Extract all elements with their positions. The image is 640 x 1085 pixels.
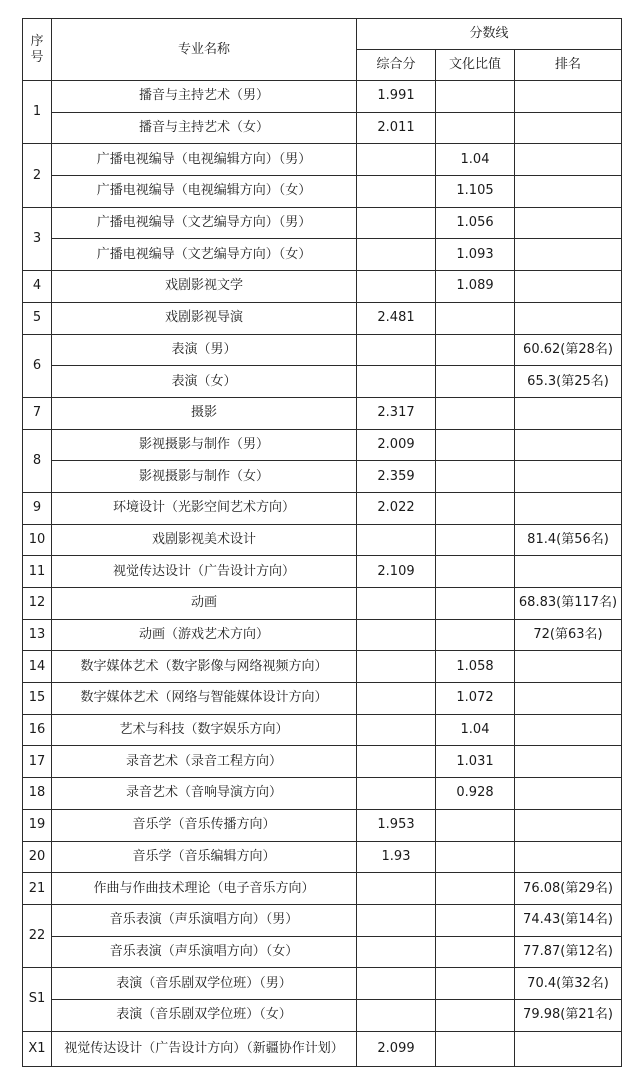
row-composite-score (357, 334, 436, 366)
table-row (23, 778, 622, 810)
row-seq: 17 (23, 746, 52, 778)
row-composite-score: 2.317 (357, 397, 436, 429)
row-culture-ratio (436, 366, 515, 398)
row-major-name: 作曲与作曲技术理论（电子音乐方向） (52, 873, 357, 905)
table-row (23, 334, 622, 366)
row-culture-ratio: 1.04 (436, 144, 515, 176)
row-composite-score (357, 778, 436, 810)
row-major-name: 动画（游戏艺术方向） (52, 619, 357, 651)
row-rank: 70.4(第32名) (515, 968, 622, 1000)
row-major-name: 音乐学（音乐编辑方向） (52, 841, 357, 873)
row-composite-score (357, 714, 436, 746)
row-composite-score: 1.991 (357, 81, 436, 113)
row-major-name: 录音艺术（录音工程方向） (52, 746, 357, 778)
row-rank: 76.08(第29名) (515, 873, 622, 905)
row-major-name: 音乐表演（声乐演唱方向）（男） (52, 904, 357, 936)
row-seq: 12 (23, 588, 52, 620)
row-rank: 72(第63名) (515, 619, 622, 651)
row-rank (515, 556, 622, 588)
table-body (23, 81, 622, 1067)
row-seq: 11 (23, 556, 52, 588)
row-seq: 20 (23, 841, 52, 873)
table-row (23, 746, 622, 778)
row-seq: 18 (23, 778, 52, 810)
header-major: 专业名称 (52, 19, 357, 81)
row-rank (515, 176, 622, 208)
table-row (23, 999, 622, 1031)
row-rank (515, 683, 622, 715)
row-culture-ratio (436, 112, 515, 144)
row-major-name: 环境设计（光影空间艺术方向） (52, 492, 357, 524)
row-major-name: 播音与主持艺术（女） (52, 112, 357, 144)
row-composite-score: 2.011 (357, 112, 436, 144)
table-row (23, 366, 622, 398)
row-composite-score (357, 873, 436, 905)
table-row (23, 81, 622, 113)
row-culture-ratio (436, 999, 515, 1031)
row-seq: 1 (23, 81, 52, 144)
row-composite-score (357, 144, 436, 176)
row-rank (515, 271, 622, 303)
row-composite-score (357, 683, 436, 715)
row-major-name: 艺术与科技（数字娱乐方向） (52, 714, 357, 746)
row-major-name: 数字媒体艺术（网络与智能媒体设计方向） (52, 683, 357, 715)
row-rank (515, 302, 622, 334)
row-rank (515, 239, 622, 271)
row-major-name: 广播电视编导（电视编辑方向）（男） (52, 144, 357, 176)
row-major-name: 视觉传达设计（广告设计方向） (52, 556, 357, 588)
row-major-name: 广播电视编导（电视编辑方向）（女） (52, 176, 357, 208)
row-culture-ratio: 1.089 (436, 271, 515, 303)
row-culture-ratio (436, 429, 515, 461)
row-major-name: 音乐学（音乐传播方向） (52, 809, 357, 841)
row-major-name: 音乐表演（声乐演唱方向）（女） (52, 936, 357, 968)
table-row (23, 714, 622, 746)
row-major-name: 表演（音乐剧双学位班）（男） (52, 968, 357, 1000)
row-composite-score (357, 904, 436, 936)
table-row (23, 461, 622, 493)
table-row (23, 619, 622, 651)
row-rank: 81.4(第56名) (515, 524, 622, 556)
row-rank (515, 492, 622, 524)
table-row (23, 588, 622, 620)
row-composite-score (357, 176, 436, 208)
row-culture-ratio (436, 461, 515, 493)
row-major-name: 戏剧影视导演 (52, 302, 357, 334)
row-culture-ratio: 1.093 (436, 239, 515, 271)
row-seq: 15 (23, 683, 52, 715)
row-major-name: 表演（男） (52, 334, 357, 366)
table-row (23, 176, 622, 208)
row-seq: S1 (23, 968, 52, 1031)
row-composite-score (357, 366, 436, 398)
row-composite-score: 2.109 (357, 556, 436, 588)
row-major-name: 戏剧影视美术设计 (52, 524, 357, 556)
row-rank (515, 651, 622, 683)
row-culture-ratio (436, 302, 515, 334)
row-seq: 10 (23, 524, 52, 556)
table-row (23, 651, 622, 683)
row-rank (515, 714, 622, 746)
table-row (23, 429, 622, 461)
table-row (23, 397, 622, 429)
row-major-name: 播音与主持艺术（男） (52, 81, 357, 113)
table-row (23, 302, 622, 334)
score-table (22, 18, 622, 1067)
row-major-name: 摄影 (52, 397, 357, 429)
row-culture-ratio (436, 968, 515, 1000)
row-major-name: 视觉传达设计（广告设计方向）（新疆协作计划） (52, 1031, 357, 1066)
row-composite-score: 2.022 (357, 492, 436, 524)
table-row (23, 144, 622, 176)
table-row (23, 239, 622, 271)
row-rank: 65.3(第25名) (515, 366, 622, 398)
row-rank: 68.83(第117名) (515, 588, 622, 620)
row-composite-score (357, 207, 436, 239)
row-seq: 6 (23, 334, 52, 397)
row-seq: 4 (23, 271, 52, 303)
row-culture-ratio (436, 556, 515, 588)
row-rank (515, 429, 622, 461)
row-culture-ratio: 1.031 (436, 746, 515, 778)
score-table-container (22, 18, 622, 1067)
row-culture-ratio (436, 81, 515, 113)
row-composite-score: 2.099 (357, 1031, 436, 1066)
table-row (23, 556, 622, 588)
row-culture-ratio (436, 397, 515, 429)
table-row (23, 524, 622, 556)
table-row (23, 492, 622, 524)
row-composite-score: 2.009 (357, 429, 436, 461)
row-major-name: 录音艺术（音响导演方向） (52, 778, 357, 810)
row-major-name: 广播电视编导（文艺编导方向）（男） (52, 207, 357, 239)
header-score-group: 分数线 (357, 19, 622, 50)
row-seq: 2 (23, 144, 52, 207)
row-major-name: 表演（女） (52, 366, 357, 398)
row-seq: 9 (23, 492, 52, 524)
row-composite-score (357, 936, 436, 968)
row-culture-ratio (436, 936, 515, 968)
row-rank (515, 207, 622, 239)
table-row (23, 968, 622, 1000)
row-culture-ratio: 1.105 (436, 176, 515, 208)
row-major-name: 广播电视编导（文艺编导方向）（女） (52, 239, 357, 271)
row-composite-score (357, 651, 436, 683)
row-composite-score (357, 619, 436, 651)
row-seq: 16 (23, 714, 52, 746)
table-row (23, 1031, 622, 1066)
header-composite-score: 综合分 (357, 50, 436, 81)
table-row (23, 809, 622, 841)
row-seq: 14 (23, 651, 52, 683)
row-seq: 19 (23, 809, 52, 841)
row-rank (515, 1031, 622, 1066)
header-seq-line2: 号 (30, 49, 44, 65)
row-rank (515, 112, 622, 144)
row-culture-ratio (436, 873, 515, 905)
row-rank (515, 778, 622, 810)
header-seq-line1: 序 (30, 33, 44, 49)
row-composite-score (357, 588, 436, 620)
row-major-name: 影视摄影与制作（女） (52, 461, 357, 493)
row-seq: 22 (23, 904, 52, 967)
row-composite-score: 2.481 (357, 302, 436, 334)
header-row (23, 19, 622, 50)
table-row (23, 936, 622, 968)
row-rank: 74.43(第14名) (515, 904, 622, 936)
row-composite-score (357, 968, 436, 1000)
row-composite-score: 1.93 (357, 841, 436, 873)
row-composite-score (357, 239, 436, 271)
table-row (23, 271, 622, 303)
row-composite-score (357, 271, 436, 303)
row-culture-ratio (436, 619, 515, 651)
row-composite-score (357, 746, 436, 778)
row-seq: 21 (23, 873, 52, 905)
row-seq: 8 (23, 429, 52, 492)
row-major-name: 动画 (52, 588, 357, 620)
row-major-name: 数字媒体艺术（数字影像与网络视频方向） (52, 651, 357, 683)
row-culture-ratio (436, 841, 515, 873)
row-rank: 77.87(第12名) (515, 936, 622, 968)
header-culture-ratio: 文化比值 (436, 50, 515, 81)
row-culture-ratio: 1.04 (436, 714, 515, 746)
row-culture-ratio (436, 524, 515, 556)
row-composite-score: 2.359 (357, 461, 436, 493)
row-culture-ratio: 1.072 (436, 683, 515, 715)
row-culture-ratio: 0.928 (436, 778, 515, 810)
row-rank (515, 809, 622, 841)
row-rank (515, 841, 622, 873)
row-seq: 7 (23, 397, 52, 429)
table-row (23, 112, 622, 144)
row-composite-score: 1.953 (357, 809, 436, 841)
row-major-name: 戏剧影视文学 (52, 271, 357, 303)
row-rank: 60.62(第28名) (515, 334, 622, 366)
row-seq: 3 (23, 207, 52, 270)
row-seq: 5 (23, 302, 52, 334)
row-rank (515, 397, 622, 429)
table-row (23, 873, 622, 905)
row-culture-ratio (436, 1031, 515, 1066)
row-seq: X1 (23, 1031, 52, 1066)
row-rank (515, 144, 622, 176)
header-rank: 排名 (515, 50, 622, 81)
row-rank (515, 461, 622, 493)
row-culture-ratio (436, 492, 515, 524)
header-seq (23, 19, 52, 81)
row-major-name: 影视摄影与制作（男） (52, 429, 357, 461)
row-composite-score (357, 999, 436, 1031)
table-row (23, 207, 622, 239)
row-rank (515, 746, 622, 778)
table-row (23, 841, 622, 873)
row-culture-ratio (436, 588, 515, 620)
row-seq: 13 (23, 619, 52, 651)
table-row (23, 683, 622, 715)
table-row (23, 904, 622, 936)
row-composite-score (357, 524, 436, 556)
row-culture-ratio: 1.056 (436, 207, 515, 239)
row-major-name: 表演（音乐剧双学位班）（女） (52, 999, 357, 1031)
row-culture-ratio (436, 809, 515, 841)
row-culture-ratio (436, 904, 515, 936)
row-rank (515, 81, 622, 113)
row-culture-ratio: 1.058 (436, 651, 515, 683)
row-rank: 79.98(第21名) (515, 999, 622, 1031)
row-culture-ratio (436, 334, 515, 366)
